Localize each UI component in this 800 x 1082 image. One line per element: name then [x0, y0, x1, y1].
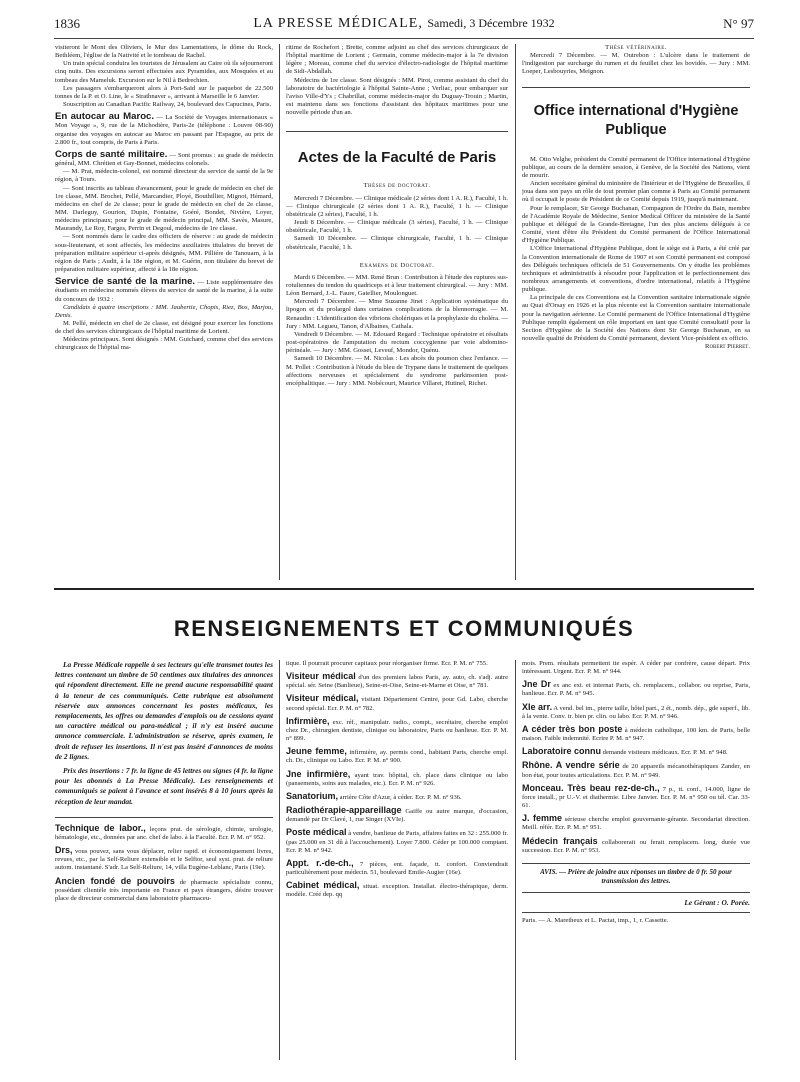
thesis-entry: Mercredi 7 Décembre. — Clinique médicale (2 séries dont 1 A. R.), Faculté, 1 h. — Clinique chirurgicale (2 séries dont 1 A. R.), Faculté, 1 h. — Clinique obstétricale (2 séries), Faculté, 1 h.	[286, 194, 508, 218]
price-notice: Prix des insertions : 7 fr. la ligne de 45 lettres ou signes (4 fr. la ligne pour les abonnés à La Presse Médicale). Les renseignements et communiqués se paient à l'avance et sont insérés 8 à 10 jours après la réception de leur mandat.	[55, 766, 273, 806]
section-rule	[522, 892, 750, 893]
paragraph: Souscription au Canadian Pacific Railway, 24, boulevard des Capucines, Paris.	[63, 101, 272, 109]
column-1	[55, 44, 273, 580]
paragraph: M. Pellé, médecin en chef de 2e classe, est désigné pour exercer les fonctions de chef des services chirurgicaux de l'hôpital maritime de Lorient.	[55, 320, 273, 336]
paragraph: Médecins principaux. Sont désignés : MM. Guichard, comme chef des services chirurgicaux de l'hôpital ma-	[55, 336, 273, 352]
classified-ad: Technique de labor., leçons prat. de sérologie, chimie, urologie, hématologie, etc., données par anc. chef de labo. à la Faculté. Ecr. P. M. n° 952.	[55, 822, 273, 841]
subheading-vet: Thèse vétérinaire.	[605, 44, 667, 51]
column-divider	[515, 44, 516, 580]
paragraph: Un train spécial conduira les touristes de Jérusalem au Caire où ils séjourneront cinq nuits. Des excursions seront effectuées aux Pyramides, aux Mosquées et au tombeau des Mameluk. Excursion sur le Nil à Bedrechien.	[55, 60, 273, 84]
paragraph: visiteront le Mont des Oliviers, le Mur des Lamentations, le dôme du Rock, Bethléem, l'église de la Nativité et le tombeau de Rachel.	[55, 44, 273, 60]
exam-entry: Vendredi 9 Décembre. — M. Edouard Regard : Technique opératoire et résultats post-opératoires de l'amputation du rectum coccygienne par voie abdomino-périnéale. — Jury : MM. Gosset, Leveuf, Mondor, Quénu.	[286, 330, 508, 355]
section-rule	[55, 817, 273, 818]
paragraph: — M. Prat, médecin-colonel, est nommé directeur du service de santé de la 9e région, à Tours.	[55, 168, 273, 184]
classified-ad: tique. Il pourrait procurer capitaux pour réorganiser firme. Ecr. P. M. n° 755.	[286, 660, 488, 667]
classified-ad: Visiteur médical, visitant Département Centre, pour Gd. Labo, cherche second spécial. Ecr. P. M. n° 782.	[286, 693, 508, 712]
printer-line: Paris. — A. Maretheux et L. Pactat, imp., 1, r. Cassette.	[522, 916, 669, 924]
classified-ad: Jne Dr ex anc ext. et internat Paris, ch. remplacem., collabor. ou reprise, Paris, banlieue. Ecr. P. M. n° 945.	[522, 679, 750, 698]
header-rule	[54, 38, 754, 39]
classified-ad: Jne infirmière, ayant trav. hôpital, ch. place dans clinique ou labo (pansements, soins aux malades, etc.). Ecr. P. M. n° 926.	[286, 768, 508, 787]
paragraph: La principale de ces Conventions est la Convention sanitaire internationale signée au Quai d'Orsay en 1926 et la plus récente est la Convention sanitaire internationale pour la navigation aérienne. Le Comité permanent de l'Office International d'Hygiène Publique remplit également un rôle important en tant que Comité consultatif pour la Section d'Hygiène de la Société des Nations dont Sir George Buchanan, en sa nouvelle qualité de Président du Comité permanent, devient Vice-président ex officio.	[522, 294, 750, 343]
classified-ad: Médecin français collaborerait ou ferait remplacem. long, durée vue succession. Ecr. P. M. n° 953.	[522, 835, 750, 854]
thesis-entry: Jeudi 8 Décembre. — Clinique médicale (3 séries), Faculté, 1 h. — Clinique obstétricale, Faculté, 1 h.	[286, 219, 508, 235]
classified-ad: Jeune femme, infirmière, ay. permis cond., habitant Paris, cherche empl. ch. Dr., clinique ou Labo. Ecr. P. M. n° 900.	[286, 746, 508, 765]
column-divider	[279, 44, 280, 580]
paragraph: Les passagers s'embarqueront alors à Port-Saïd sur le paquebot de 22.500 tonnes de la P. et O. Line, le « Strathnaver », arrivant à Marseille le 6 Janvier.	[55, 84, 273, 100]
column-2	[286, 44, 508, 580]
section-rule	[54, 588, 754, 590]
gerant: Le Gérant : O. Porée.	[684, 897, 750, 907]
exam-entry: Samedi 10 Décembre. — M. Nicolas : Les abcès du poumon chez l'enfance. — M. Pollet : Contribution à l'étude du bleu de Trypane dans le traitement de quelques affections nerveuses et spécialement du syndrome parkinsonien post-encéphalitique. — Jury : MM. Nobécourt, Maurice Villaret, Hutinel, Richet.	[286, 355, 508, 387]
section-rule	[522, 863, 750, 864]
section-rule	[286, 131, 508, 132]
thesis-entry: Samedi 10 Décembre. — Clinique chirurgicale, Faculté, 1 h. — Clinique obstétricale, Faculté, 1 h.	[286, 235, 508, 251]
section-corps-sante: Corps de santé militaire. — Sont promus : au grade de médecin général, MM. Chrétien et Gay-Bonnet, médecins colonels.	[55, 148, 273, 168]
bottom-column-3	[522, 660, 750, 1060]
classified-ad: mois. Prem. résultats permettent tte espér. A céder par confrère, cause départ. Prix intéressant. Urgent. Ecr. P. M. n° 944.	[522, 660, 750, 676]
paragraph: Médecins de 1re classe. Sont désignés : MM. Pirot, comme assistant du chef du laboratoire de bactériologie à l'hôpital Sainte-Anne ; Verliac, pour embarquer sur l'aviso Ville-d'Ys ; Chabrillat, comme médecin-major du Duguay-Trouin ; Martin, est maintenu dans ses fonctions d'assistant des hôpitaux maritimes pour une nouvelle période d'un an.	[286, 76, 508, 117]
paragraph: Candidats à quatre inscriptions : MM. Jaubertie, Chopis, Riez, Bos, Marjou, Denis.	[55, 303, 273, 319]
intro-notice: La Presse Médicale rappelle à ses lecteurs qu'elle transmet toutes les lettres contenant un timbre de 50 centimes aux titulaires des annonces qui répondent directement. Elle ne prend aucune responsabilité quant à la teneur de ces communiqués. Cette rubrique est absolument réservée aux annonces concernant les postes médicaux, les remplacements, les offres ou demandes d'emplois ou de cessions ayant un caractère médical ou para-médical ; il n'y est inséré aucune annonce commerciale. L'administration se réserve, après examen, le droit de refuser les insertions. Il n'est pas inséré d'annonces de moins de 2 lignes.	[55, 660, 273, 761]
signature: Robert Pierret.	[705, 343, 750, 351]
vet-entry: Mercredi 7 Décembre. — M. Outrebon : L'ulcère dans le traitement de l'indigestion par surcharge du rumen et du feuillet chez les bovidés. — Jury : MM. Loeper, Lesbouyries, Meignon.	[522, 52, 750, 76]
paragraph: M. Otto Velghe, président du Comité permanent de l'Office international d'Hygiène publique, au cours de la dernière session, à Genève, de la Société des Nations, vient de mourir.	[522, 155, 750, 179]
journal-title: LA PRESSE MÉDICALE, Samedi, 3 Décembre 1932	[253, 16, 555, 31]
classified-ad: Sanatorium, arrière Côte d'Azur, à céder. Ecr. P. M. n° 936.	[286, 790, 462, 801]
classified-ad: XIe arr. A vend. bel im., pierre taille, hôtel part., 2 ét., nomb. dép., gde superf., lib. à la vente. Conv. tr. bien pr. clin. ou labo. Ecr. P. M. n° 946.	[522, 701, 750, 720]
classified-ad: Rhône. A vendre série de 20 appareils mécanothérapiques Zander, en bon état, pour toutes articulations. Ecr. P. M. n° 949.	[522, 760, 750, 779]
exam-entry: Mardi 6 Décembre. — MM. René Brun : Contribution à l'étude des ruptures sus-rotuliennes du tendon du quadriceps et à leur traitement chirurgical. — Jury : MM. Léon Bernard, J.-L. Faure, Gatellier, Moulonguet.	[286, 273, 508, 298]
section-rule	[522, 87, 750, 88]
column-3	[522, 44, 750, 580]
classified-ad: Ancien fondé de pouvoirs de pharmacie spécialiste connu, possédant clientèle très importante en France et pays étrangers, désire trouver place de directeur commercial dans laboratoire pharmaceu-	[55, 875, 273, 902]
renseignements-heading: RENSEIGNEMENTS ET COMMUNIQUÉS	[173, 616, 635, 641]
section-marine: Service de santé de la marine. — Liste supplémentaire des étudiants en médecine nommés élèves du service de santé de la marine, à la suite du concours de 1932 :	[55, 276, 273, 303]
section-maroc: En autocar au Maroc. — La Société de Voyages internationaux « Mon Voyage », 9, rue de la Michodière, Paris-2e (téléphone : Louvre 08-90) organise des voyages en autocar au Maroc en passant par l'Espagne, au prix de 2.800 fr., tout compris, de Paris à Paris.	[55, 111, 273, 146]
column-divider	[515, 660, 516, 1060]
avis-notice: AVIS. — Prière de joindre aux réponses un timbre de 0 fr. 50 pour transmission des lettres.	[540, 867, 732, 886]
bottom-column-1	[55, 660, 273, 1060]
section-rule	[522, 912, 750, 913]
subheading-examens: Examens de Doctorat.	[359, 261, 435, 269]
classified-ad: Visiteur médical d'un des premiers labos Paris, ay. auto, ch. s'adj. autre spécial. sér. Seine (Banlieue), Seine-et-Oise, Seine-et-Marne et Oise, n° 781.	[286, 671, 508, 690]
paragraph: Pour le remplacer, Sir George Buchanan, Compagnon de l'Ordre du Bain, membre de l'Académie Royale de Médecine, Senior Medical Officer du ministère de la Santé publique et délégué de la Grande-Bretagne, l'un des plus anciens délégués à ce Comité, vient d'être élu Président du Comité permanent de l'Office International d'Hygiène Publique.	[522, 204, 750, 245]
paragraph: L'Office International d'Hygiène Publique, dont le siège est à Paris, a été créé par la Convention internationale de Rome de 1907 et son Comité permanent est composé des Délégués techniques officiels de 51 Gouvernements. On y étudie les problèmes techniques et administratifs à résoudre pour l'application et le perfectionnement des nombreux arrangements et conventions, d'ordre international, relatifs à l'Hygiène publique.	[522, 245, 750, 294]
classified-ad: Poste médical à vendre, banlieue de Paris, affaires faites en 32 : 255.000 fr. (pas 25.000 en 31 dû à l'accouchement). Loyer 7.800. Céder pr 100.000 comptant. Ecr. P. M. n° 942.	[286, 827, 508, 854]
column-divider	[279, 660, 280, 1060]
issue-number: N° 97	[723, 16, 754, 31]
faculte-heading: Actes de la Faculté de Paris	[297, 149, 497, 167]
classified-ad: Radiothérapie-appareillage Gaiffe ou autre marque, d'occasion, demandé par Dr Clavé, 1, rue Singer (XVIe).	[286, 805, 508, 824]
classified-ad: A céder très bon poste à médecin catholique, 100 km. de Paris, belle maison. Faible indemnité. Ecrire P. M. n° 947.	[522, 723, 750, 743]
classified-ad: Monceau. Très beau rez-de-ch., 7 p., tt. conf., 14.000, ligne de force install., pr U.-V. et diathermie. Libre Janvier. Ecr. P. M. n° 950 ou tél. Car. 33-61.	[522, 782, 750, 810]
page-number: 1836	[54, 16, 80, 31]
paragraph: ritime de Rochefort ; Brette, comme adjoint au chef des services chirurgicaux de l'hôpital maritime de Lorient ; Germain, comme médecin-major à la 7e division légère ; Moreau, comme chef du service d'électro-radiologie de l'hôpital maritime de Sidi-Abdallah.	[286, 44, 508, 76]
paragraph: — Sont nommés dans le cadre des officiers de réserve : au grade de médecin sous-lieutenant, et sont affectés, les médecins auxiliaires titulaires du brevet de préparation militaire supérieur ci-après désignés, MM. Pilliére de Tanouarn, à la région de Paris ; Audit, à la 18e région, et M. Guérin, non titulaire du brevet de préparation militaire supérieur, affecté à la 18e région.	[55, 233, 273, 274]
classified-ad: Infirmière, exc. réf., manipulatr. radio., compt., secrétaire, cherche emploi chez Dr., chirurgien dentiste, clinique ou laboratoire, Paris ou banlieue. Ecr. P. M. n° 899.	[286, 715, 508, 743]
classified-ad: Appt. r.-de-ch., 7 pièces, ent. façade, tt. confort. Conviendrait particulièrement pour médecin. 51, boulevard Emile-Augier (16e).	[286, 857, 508, 876]
paragraph: Ancien secrétaire général du ministère de l'Intérieur et de l'Hygiène de Bruxelles, il joua dans son pays un rôle de tout premier plan comme à Paris au Comité permanent où il occupait le poste de Président de ce Comité depuis 1919, jusqu'à maintenant.	[522, 180, 750, 204]
classified-ad: Laboratoire connu demande visiteurs médicaux. Ecr. P. M. n° 948.	[522, 746, 728, 757]
paragraph: — Sont inscrits au tableau d'avancement, pour le grade de médecin en chef de 1re classe, MM. Brochet, Pellé, Marcandier, Ployé, Bouthillier, Mignot, Hémard, médecins en chef de 2e classe; pour le grade de médecin en chef de 2e classe, MM. Darleguy, Gourion, Dupin, Fontaine, Goéré, Bondet, Nivière, Loyer, médecins principaux; pour le grade de médecin principal, MM. Savès, Masure, Maurandy, Le Roy, Farges, Perrin et Degoul, médecins de 1re classe.	[55, 184, 273, 233]
exam-entry: Mercredi 7 Décembre. — Mme Suzanne Jinet : Application systématique du lipogon et du prolargol dans certaines complications de la blennorragie. — M. Renaudin : L'identification des vibrions cholériques et la prophylaxie du choléra. — Jury : MM. Legueu, Tanon, d'Albaines, Cathala.	[286, 298, 508, 330]
classified-ad: J. femme sérieuse cherche emploi gouvernante-gérante. Secondariat direction. Meill. référ. Ecr. P. M. n° 951.	[522, 813, 750, 832]
classified-ad: Cabinet médical, situat. exception. Installat. électro-thérapique, derm. modèle. Créé dep. qq	[286, 880, 508, 899]
office-heading: Office international d'Hygiène Publique	[533, 102, 739, 138]
page-header	[54, 16, 754, 34]
subheading-theses: Thèses de doctorat.	[363, 182, 431, 190]
bottom-column-2	[286, 660, 508, 1060]
classified-ad: Drs, vous pouvez, sans vous déplacer, relier rapid. et économiquement livres, revues, etc., par la Self-Reliure extensible et le Selfior, seul syst. prat. de reliure autom. instantané. S'adr. La Self-Reliure, 14, villa Eugène-Leblanc, Paris (19e).	[55, 845, 273, 872]
